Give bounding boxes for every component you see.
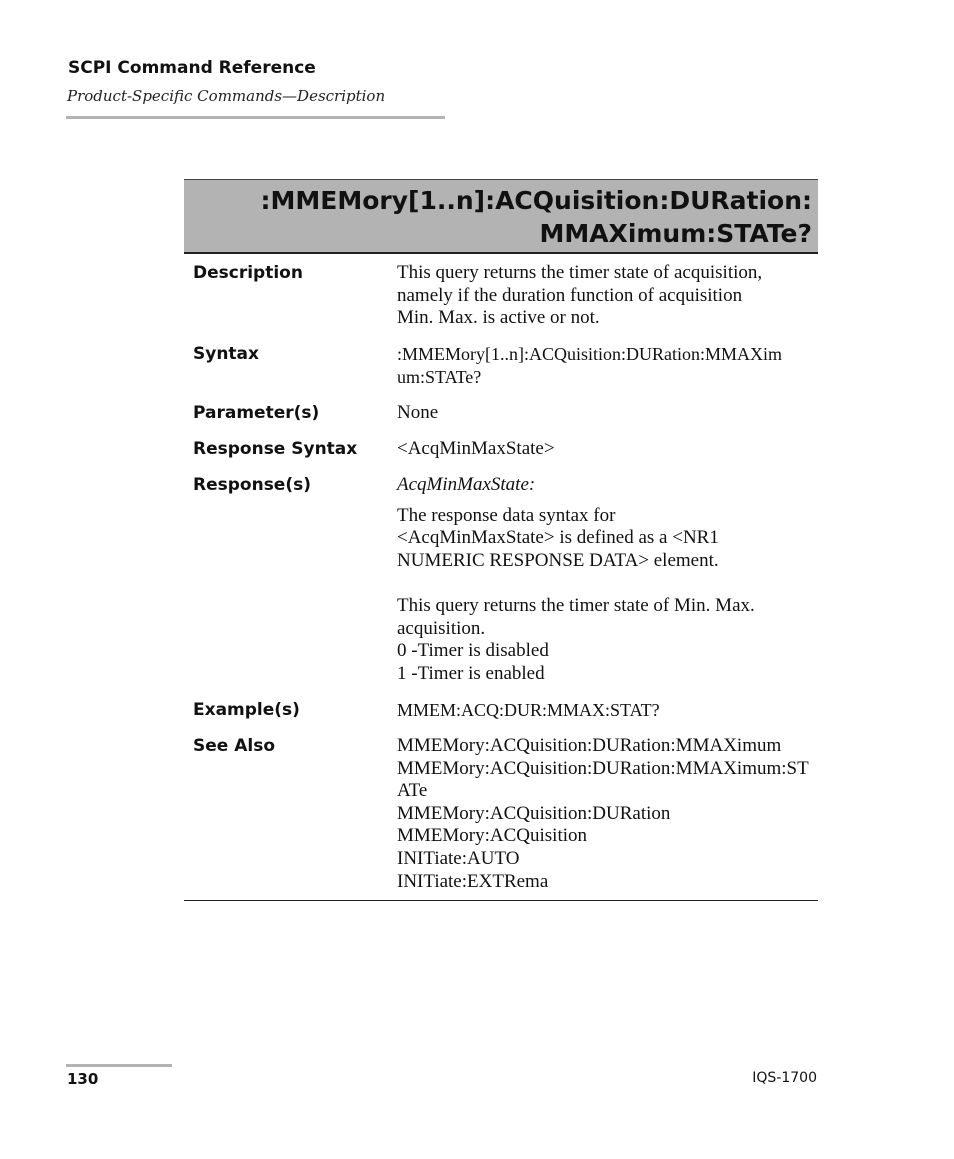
see-also-line: INITiate:EXTRema bbox=[397, 870, 549, 892]
row-value: <AcqMinMaxState> bbox=[397, 438, 555, 459]
command-title bbox=[192, 184, 812, 250]
spacer bbox=[397, 572, 811, 595]
row-parameters bbox=[184, 402, 818, 428]
see-also-line: MMEMory:ACQuisition:DURation:MMAXimum bbox=[397, 735, 782, 756]
row-label: Response Syntax bbox=[193, 439, 358, 459]
row-label: Syntax bbox=[193, 344, 259, 364]
row-syntax bbox=[184, 343, 818, 391]
row-description bbox=[184, 262, 818, 332]
value-line: Min. Max. is active or not. bbox=[397, 307, 600, 329]
see-also-line: MMEMory:ACQuisition bbox=[397, 825, 588, 847]
header-subtitle: Product-Specific Commands—Description bbox=[67, 87, 386, 105]
value-line: um:STATe? bbox=[397, 366, 482, 387]
response-name: AcqMinMaxState: bbox=[397, 474, 536, 495]
header-rule bbox=[66, 116, 445, 119]
command-title-line: :MMEMory[1..n]:ACQuisition:DURation: bbox=[260, 186, 812, 215]
row-value bbox=[397, 474, 811, 685]
row-responses bbox=[184, 474, 818, 688]
see-also-line: ATe bbox=[397, 780, 428, 802]
value-line: The response data syntax for bbox=[397, 504, 616, 526]
spacer bbox=[397, 497, 811, 505]
value-line: :MMEMory[1..n]:ACQuisition:DURation:MMAXim bbox=[397, 344, 783, 364]
page-number: 130 bbox=[67, 1070, 99, 1088]
command-banner bbox=[184, 179, 818, 254]
row-label: Example(s) bbox=[193, 700, 300, 720]
value-line: 0 -Timer is disabled bbox=[397, 640, 549, 662]
value-line: namely if the duration function of acquisition bbox=[397, 284, 743, 306]
row-label: Parameter(s) bbox=[193, 403, 320, 423]
row-value: None bbox=[397, 402, 439, 423]
row-value bbox=[397, 735, 811, 893]
table-bottom-rule bbox=[184, 900, 818, 901]
value-line: NUMERIC RESPONSE DATA> element. bbox=[397, 549, 719, 571]
see-also-line: MMEMory:ACQuisition:DURation bbox=[397, 802, 671, 824]
header-title: SCPI Command Reference bbox=[68, 58, 316, 78]
row-value bbox=[397, 262, 811, 330]
row-see-also bbox=[184, 735, 818, 895]
value-line: acquisition. bbox=[397, 617, 486, 639]
row-label: Description bbox=[193, 263, 303, 283]
row-label: See Also bbox=[193, 736, 276, 756]
value-line: This query returns the timer state of acquisition, bbox=[397, 262, 763, 283]
row-value: MMEM:ACQ:DUR:MMAX:STAT? bbox=[397, 700, 660, 720]
value-line: This query returns the timer state of Min. Max. bbox=[397, 594, 755, 616]
row-value bbox=[397, 343, 811, 388]
see-also-line: INITiate:AUTO bbox=[397, 847, 520, 869]
value-line: <AcqMinMaxState> is defined as a <NR1 bbox=[397, 527, 719, 549]
command-title-line: MMAXimum:STATe? bbox=[539, 219, 812, 248]
value-line: 1 -Timer is enabled bbox=[397, 662, 545, 684]
row-response-syntax bbox=[184, 438, 818, 464]
see-also-line: MMEMory:ACQuisition:DURation:MMAXimum:ST bbox=[397, 757, 809, 779]
product-name: IQS-1700 bbox=[752, 1070, 817, 1086]
row-label: Response(s) bbox=[193, 475, 311, 495]
footer-rule bbox=[66, 1064, 172, 1067]
row-examples bbox=[184, 699, 818, 725]
